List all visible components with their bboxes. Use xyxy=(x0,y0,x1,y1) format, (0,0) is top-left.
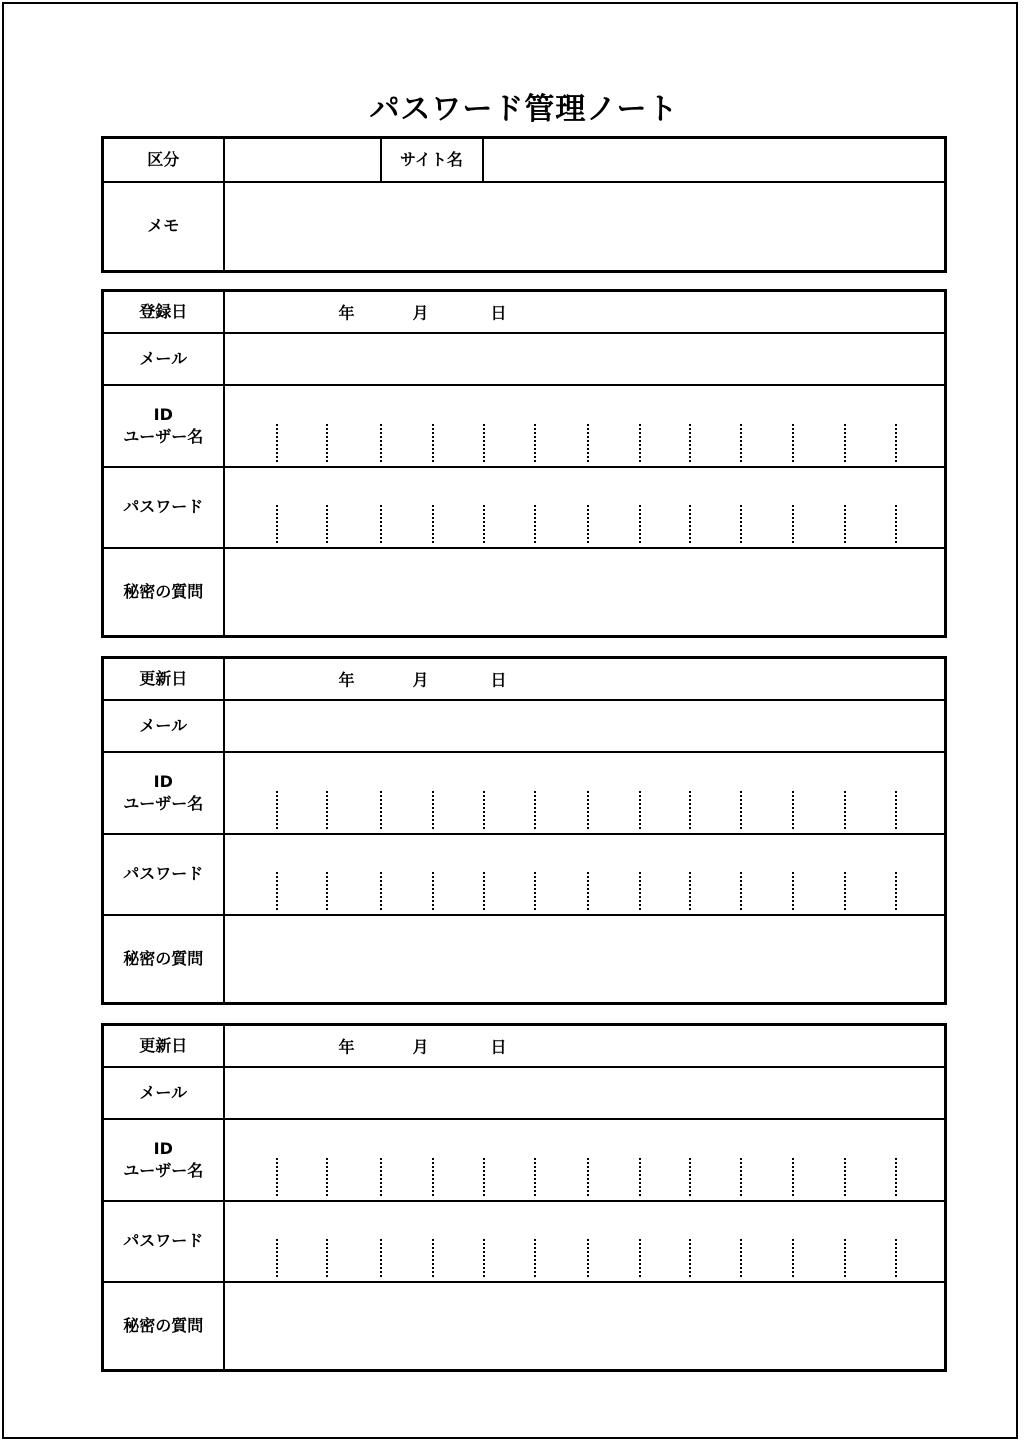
category-field[interactable] xyxy=(224,138,381,182)
site-name-label: サイト名 xyxy=(381,138,483,182)
character-divider xyxy=(689,1158,691,1196)
date-field[interactable] xyxy=(224,1025,946,1067)
character-divider xyxy=(740,1158,742,1196)
id-username-field[interactable] xyxy=(224,1119,946,1201)
character-divider xyxy=(792,424,794,462)
character-divider xyxy=(483,1158,485,1196)
character-divider xyxy=(895,1158,897,1196)
character-divider xyxy=(587,424,589,462)
id-label: ID xyxy=(153,404,173,424)
id-label: ID xyxy=(153,771,173,791)
character-divider xyxy=(639,1158,641,1196)
character-divider xyxy=(380,872,382,910)
secret-question-field[interactable] xyxy=(224,915,946,1004)
page-title: パスワード管理ノート xyxy=(369,92,679,127)
character-divider xyxy=(844,1239,846,1277)
mail-label: メール xyxy=(103,333,224,385)
password-label: パスワード xyxy=(103,834,224,915)
account-block xyxy=(101,289,947,638)
day-label: 日 xyxy=(490,303,507,323)
id-username-label xyxy=(103,752,224,834)
character-divider xyxy=(432,424,434,462)
username-label: ユーザー名 xyxy=(123,1160,204,1180)
category-label: 区分 xyxy=(103,138,224,182)
character-divider xyxy=(844,424,846,462)
character-divider xyxy=(844,1158,846,1196)
password-label: パスワード xyxy=(103,1201,224,1282)
character-divider xyxy=(276,424,278,462)
character-divider xyxy=(432,505,434,543)
character-divider xyxy=(587,791,589,829)
character-divider xyxy=(380,791,382,829)
character-divider xyxy=(326,1239,328,1277)
id-label: ID xyxy=(153,1138,173,1158)
character-divider xyxy=(432,791,434,829)
character-divider xyxy=(895,872,897,910)
character-divider xyxy=(534,791,536,829)
mail-field[interactable] xyxy=(224,700,946,752)
character-divider xyxy=(483,791,485,829)
character-divider xyxy=(792,1158,794,1196)
password-label: パスワード xyxy=(103,467,224,548)
character-divider xyxy=(639,505,641,543)
character-divider xyxy=(792,791,794,829)
mail-field[interactable] xyxy=(224,1067,946,1119)
character-divider xyxy=(740,505,742,543)
character-divider xyxy=(483,872,485,910)
password-field[interactable] xyxy=(224,834,946,915)
month-label: 月 xyxy=(412,670,429,690)
character-divider xyxy=(432,1239,434,1277)
character-divider xyxy=(483,505,485,543)
character-divider xyxy=(587,505,589,543)
character-divider xyxy=(276,1239,278,1277)
password-field[interactable] xyxy=(224,1201,946,1282)
mail-field[interactable] xyxy=(224,333,946,385)
character-divider xyxy=(587,1158,589,1196)
character-divider xyxy=(326,1158,328,1196)
character-divider xyxy=(380,1158,382,1196)
character-divider xyxy=(380,1239,382,1277)
character-divider xyxy=(534,1239,536,1277)
character-divider xyxy=(844,872,846,910)
character-divider xyxy=(276,1158,278,1196)
character-divider xyxy=(639,424,641,462)
date-label: 登録日 xyxy=(103,291,224,333)
character-divider xyxy=(326,505,328,543)
character-divider xyxy=(587,1239,589,1277)
character-divider xyxy=(895,505,897,543)
character-divider xyxy=(895,1239,897,1277)
header-table xyxy=(101,136,947,273)
password-field[interactable] xyxy=(224,467,946,548)
character-divider xyxy=(792,872,794,910)
character-divider xyxy=(740,791,742,829)
date-label: 更新日 xyxy=(103,658,224,700)
character-divider xyxy=(792,1239,794,1277)
mail-label: メール xyxy=(103,700,224,752)
day-label: 日 xyxy=(490,670,507,690)
memo-field[interactable] xyxy=(224,182,946,272)
secret-question-label: 秘密の質問 xyxy=(103,1282,224,1371)
character-divider xyxy=(432,872,434,910)
character-divider xyxy=(844,505,846,543)
character-divider xyxy=(380,505,382,543)
month-label: 月 xyxy=(412,1037,429,1057)
character-divider xyxy=(483,424,485,462)
date-label: 更新日 xyxy=(103,1025,224,1067)
day-label: 日 xyxy=(490,1037,507,1057)
character-divider xyxy=(534,1158,536,1196)
character-divider xyxy=(276,791,278,829)
character-divider xyxy=(326,872,328,910)
character-divider xyxy=(740,424,742,462)
secret-question-label: 秘密の質問 xyxy=(103,915,224,1004)
mail-label: メール xyxy=(103,1067,224,1119)
character-divider xyxy=(587,872,589,910)
character-divider xyxy=(432,1158,434,1196)
date-field[interactable] xyxy=(224,291,946,333)
character-divider xyxy=(639,872,641,910)
character-divider xyxy=(895,424,897,462)
year-label: 年 xyxy=(338,303,355,323)
character-divider xyxy=(534,424,536,462)
secret-question-field[interactable] xyxy=(224,1282,946,1371)
id-username-label xyxy=(103,385,224,467)
character-divider xyxy=(689,424,691,462)
secret-question-field[interactable] xyxy=(224,548,946,637)
character-divider xyxy=(326,424,328,462)
character-divider xyxy=(534,505,536,543)
account-block xyxy=(101,656,947,1005)
character-divider xyxy=(483,1239,485,1277)
character-divider xyxy=(639,791,641,829)
character-divider xyxy=(792,505,794,543)
username-label: ユーザー名 xyxy=(123,793,204,813)
character-divider xyxy=(689,1239,691,1277)
id-username-field[interactable] xyxy=(224,385,946,467)
character-divider xyxy=(534,872,536,910)
year-label: 年 xyxy=(338,670,355,690)
character-divider xyxy=(689,505,691,543)
memo-label: メモ xyxy=(103,182,224,272)
year-label: 年 xyxy=(338,1037,355,1057)
secret-question-label: 秘密の質問 xyxy=(103,548,224,637)
id-username-field[interactable] xyxy=(224,752,946,834)
character-divider xyxy=(276,872,278,910)
username-label: ユーザー名 xyxy=(123,426,204,446)
month-label: 月 xyxy=(412,303,429,323)
character-divider xyxy=(740,872,742,910)
character-divider xyxy=(689,791,691,829)
character-divider xyxy=(740,1239,742,1277)
character-divider xyxy=(639,1239,641,1277)
character-divider xyxy=(689,872,691,910)
account-block xyxy=(101,1023,947,1372)
character-divider xyxy=(380,424,382,462)
site-name-field[interactable] xyxy=(483,138,946,182)
character-divider xyxy=(326,791,328,829)
id-username-label xyxy=(103,1119,224,1201)
character-divider xyxy=(844,791,846,829)
character-divider xyxy=(895,791,897,829)
date-field[interactable] xyxy=(224,658,946,700)
character-divider xyxy=(276,505,278,543)
